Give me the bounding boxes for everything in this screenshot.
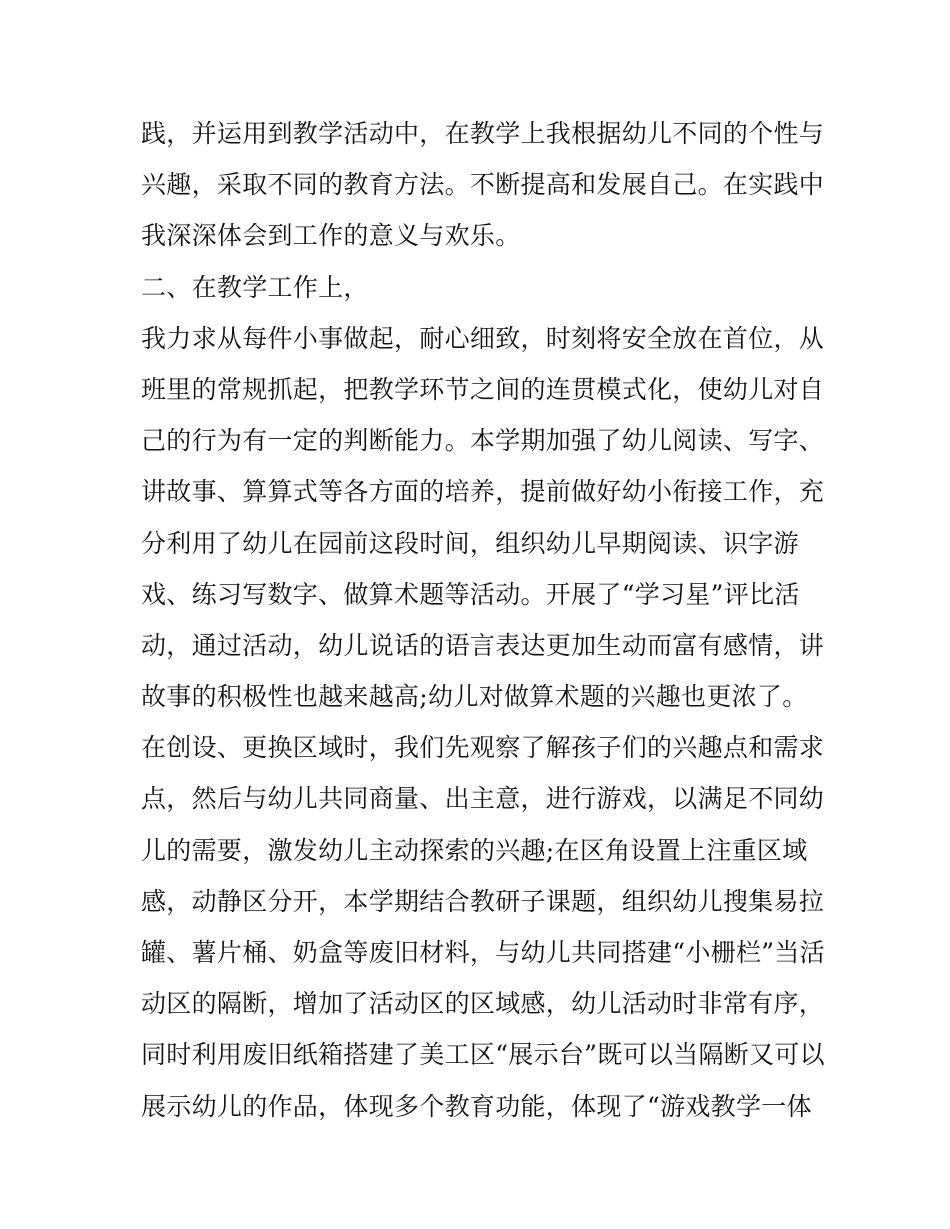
text-line: 我深深体会到工作的意义与欢乐。 [141,221,521,251]
text-line: 我力求从每件小事做起，耐心细致，时刻将安全放在首位，从 [141,323,825,353]
text-line: 讲故事、算算式等各方面的培养，提前做好幼小衔接工作，充 [141,477,825,507]
text-line: 展示幼儿的作品，体现多个教育功能，体现了“游戏教学一体 [141,1091,812,1121]
body-text [141,108,825,1132]
text-line: 动，通过活动，幼儿说话的语言表达更加生动而富有感情，讲 [141,630,825,660]
text-line: 同时利用废旧纸箱搭建了美工区“展示台”既可以当隔断又可以 [141,1040,825,1070]
text-line: 罐、薯片桶、奶盒等废旧材料，与幼儿共同搭建“小栅栏”当活 [141,938,825,967]
text-line: 班里的常规抓起，把教学环节之间的连贯模式化，使幼儿对自 [141,374,825,404]
text-line: 己的行为有一定的判断能力。本学期加强了幼儿阅读、写字、 [141,426,825,456]
text-line: 故事的积极性也越来越高;幼儿对做算术题的兴趣也更浓了。 [141,682,808,712]
text-line: 动区的隔断，增加了活动区的区域感，幼儿活动时非常有序， [141,989,825,1019]
text-line: 分利用了幼儿在园前这段时间，组织幼儿早期阅读、识字游 [141,528,799,558]
text-line: 点，然后与幼儿共同商量、出主意，进行游戏，以满足不同幼 [141,784,825,814]
text-line: 在创设、更换区域时，我们先观察了解孩子们的兴趣点和需求 [141,733,825,763]
text-line: 感，动静区分开，本学期结合教研子课题，组织幼儿搜集易拉 [141,886,825,916]
text-line: 戏、练习写数字、做算术题等活动。开展了“学习星”评比活 [141,579,800,609]
section-heading: 二、在教学工作上， [141,272,369,302]
text-line: 儿的需要，激发幼儿主动探索的兴趣;在区角设置上注重区域 [141,835,808,865]
text-line: 兴趣，采取不同的教育方法。不断提高和发展自己。在实践中 [141,170,825,200]
text-line: 践，并运用到教学活动中，在教学上我根据幼儿不同的个性与 [141,119,825,148]
